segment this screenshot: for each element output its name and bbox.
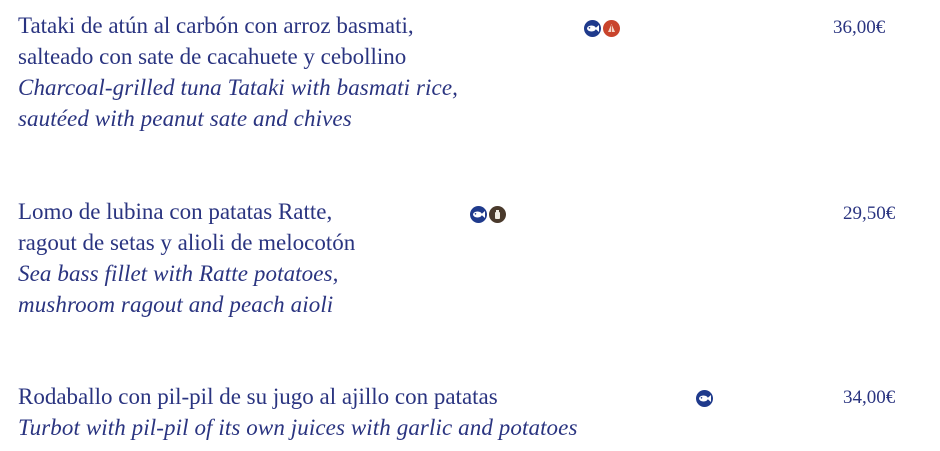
dish-name-es: Rodaballo con pil-pil de su jugo al ajillo con patatas bbox=[18, 384, 498, 409]
dish-name-en: Sea bass fillet with Ratte potatoes, bbox=[18, 261, 339, 286]
dish-name-es: Lomo de lubina con patatas Ratte, bbox=[18, 199, 333, 224]
dairy-icon bbox=[489, 206, 506, 223]
menu-item-sea-bass bbox=[18, 196, 355, 320]
mollusc-icon bbox=[603, 20, 620, 37]
dish-name-en: sautéed with peanut sate and chives bbox=[18, 106, 352, 131]
dish-name-es: ragout de setas y alioli de melocotón bbox=[18, 230, 356, 255]
price: 34,00€ bbox=[843, 387, 896, 408]
price: 36,00€ bbox=[833, 17, 886, 38]
price: 29,50€ bbox=[843, 203, 896, 224]
dish-name-en: mushroom ragout and peach aioli bbox=[18, 292, 334, 317]
fish-icon bbox=[584, 20, 601, 37]
menu-item-turbot bbox=[18, 381, 578, 443]
menu-item-tuna-tataki bbox=[18, 10, 458, 134]
dish-name-en: Turbot with pil-pil of its own juices with garlic and potatoes bbox=[18, 415, 578, 440]
dish-name-en: Charcoal-grilled tuna Tataki with basmati rice, bbox=[18, 75, 459, 100]
fish-icon bbox=[696, 390, 713, 407]
fish-icon bbox=[470, 206, 487, 223]
dish-name-es: salteado con sate de cacahuete y cebollino bbox=[18, 44, 407, 69]
dish-name-es: Tataki de atún al carbón con arroz basmati, bbox=[18, 13, 414, 38]
